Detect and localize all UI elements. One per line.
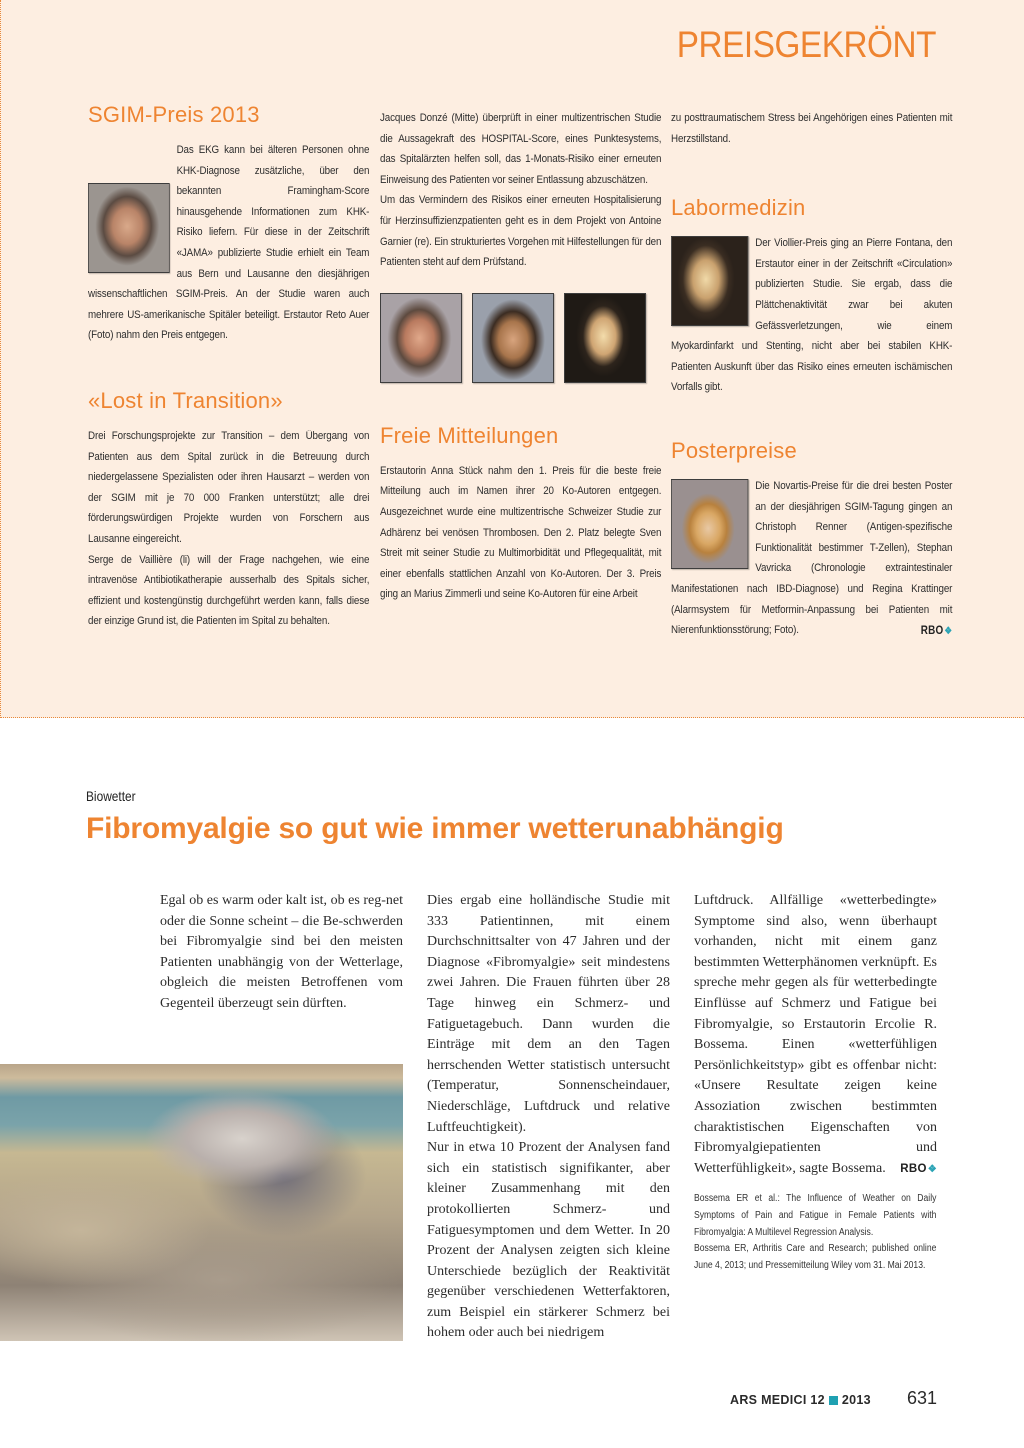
freie-text: Erstautorin Anna Stück nahm den 1. Preis für die beste freie Mitteilung auch im Namen ihrer 20 Ko-Autoren entgegen. Ausgezeichnet wurde eine multizentrische Schweizer Studie zur Adhärenz bei venösen Thrombosen. Den 2. Platz belegte Sven Streit mit seiner Studie zu Multimorbidität und Pflegequalität, mit einer ebenfalls stattlichen Anzahl von Ko-Autoren. Der 3. Preis ging an Marius Zimmerli und seine Ko-Autoren für eine Arbeit — [380, 464, 662, 601]
diamond-icon: ❖ — [944, 625, 953, 637]
brand-square-icon — [829, 1396, 838, 1405]
footer-journal — [730, 1393, 871, 1407]
page-number: 631 — [907, 1388, 938, 1408]
transition-text-2: Serge de Vaillière (li) will der Frage nachgehen, wie eine intravenöse Antibiotikatherapie ausserhalb des Spitals sicher, effizient und kostengünstig durchgeführt werden kann, falls diese der einzige Grund ist, die Patienten im Spital zu behalten. — [88, 553, 370, 628]
transition-text-block — [88, 426, 369, 632]
article-column-1 — [160, 891, 403, 1015]
signature-text: RBO — [920, 624, 944, 637]
photo-pierre-fontana — [671, 236, 748, 326]
section-kicker: PREISGEKRÖNT — [676, 24, 936, 65]
article-title: Fibromyalgie so gut wie immer wetterunabhängig — [86, 812, 784, 845]
reference-1: Bossema ER et al.: The Influence of Weather on Daily Symptoms of Pain and Fatigue in Female Patients with Fibromyalgia: A Multilevel Regression Analysis. — [694, 1192, 937, 1238]
column-3 — [671, 108, 953, 642]
photo-serge-de-vailliere — [380, 293, 462, 383]
references — [694, 1191, 936, 1275]
reference-2: Bossema ER, Arthritis Care and Research; published online June 4, 2013; und Pressemitteilung Wiley vom 31. Mai 2013. — [694, 1243, 937, 1272]
sgim-text: Das EKG kann bei älteren Personen ohne KHK-Diagnose zusätzliche, über den bekannten Framingham-Score hinausgehende Informationen zum KHK-Risiko liefern. Für diese in der Zeitschrift «JAMA» publizierte Studie erhielt ein Team aus Bern und Lausanne den diesjährigen wissenschaftlichen SGIM-Preis. An der Studie waren auch mehrere US-amerikanische Spitäler beteiligt. Erstautor Reto Auer (Foto) nahm den Preis entgegen. — [88, 144, 370, 342]
transition-text-1: Drei Forschungsprojekte zur Transition – dem Übergang von Patienten aus dem Spital zurück in die Betreuung durch niedergelassene Spezialisten oder ihren Hausarzt – werden von der SGIM mit je 70 000 Franken unterstützt; alle drei förderungswürdigen Projekte wurden von Forschern aus Lausanne eingereicht. — [88, 429, 370, 545]
transition-photos — [380, 293, 662, 383]
article-column-2 — [427, 891, 670, 1344]
article-signature-text: RBO — [900, 1163, 927, 1176]
poster-text-block — [671, 476, 952, 641]
article-paragraph-2: Nur in etwa 10 Prozent der Analysen fand sich ein statistisch signifikanter, aber kleiner Zusammenhang mit den protokollierten Schmerz- und Fatiguesymptomen und dem Wetter. In 20 Prozent der Analysen zeigten sich kleine Unterschiede bezüglich der Reaktivität gegenüber verschiedenen Wetterfaktoren, zum Beispiel ein stärkerer Schmerz bei hohem oder auch bei niedrigem — [427, 1140, 670, 1341]
author-signature — [921, 621, 953, 643]
journal-year: 2013 — [841, 1393, 871, 1407]
labor-title: Labormedizin — [671, 195, 806, 221]
diamond-icon: ❖ — [927, 1164, 937, 1176]
photo-clouds — [0, 1064, 403, 1341]
freie-text-continued: zu posttraumatischem Stress bei Angehörigen eines Patienten mit Herzstillstand. — [671, 112, 953, 145]
transition-title: «Lost in Transition» — [88, 387, 283, 413]
poster-title: Posterpreise — [671, 437, 797, 463]
photo-antoine-garnier — [564, 293, 646, 383]
transition-continued-block — [380, 108, 661, 273]
labor-text-block — [671, 233, 952, 398]
poster-text: Die Novartis-Preise für die drei besten Poster an der diesjährigen SGIM-Tagung gingen an Christoph Renner (Antigen-spezifische Funktionalität bestimmer T-Zellen), Stephan Vavricka (Chronologie extraintestinaler Manifestationen nach IBD-Diagnose) und Regina Krattinger (Alarmsystem für Metformin-Anpassung bei Patienten mit Nierenfunktionsstörung; Foto). — [671, 479, 953, 637]
column-2 — [380, 108, 662, 605]
article-paragraph-1: Dies ergab eine holländische Studie mit 333 Patientinnen, mit einem Durchschnittsalter von 47 Jahren und der Diagnose «Fibromyalgie» seit mindestens zwei Jahren. Die Frauen führten über 28 Tage hinweg ein Schmerz- und Fatiguetagebuch. Dann wurden die Einträge mit dem an den Tagen herrschenden Wetter statistisch untersucht (Temperatur, Sonnenscheindauer, Niederschläge, Luftdruck und relative Luftfeuchtigkeit). — [427, 893, 670, 1135]
column-1 — [88, 100, 370, 632]
transition-text-4: Um das Vermindern des Risikos einer erneuten Hospitalisierung für Herzinsuffizienzpatienten geht es in dem Projekt von Antoine Garnier (re). Ein strukturiertes Vorgehen mit Hilfestellungen für den Patienten steht auf dem Prüfstand. — [380, 194, 662, 269]
journal-name: ARS MEDICI 12 — [730, 1393, 825, 1407]
article-lead: Egal ob es warm oder kalt ist, ob es reg-net oder die Sonne scheint – die Be-schwerden bei Fibromyalgie sind bei den meisten Patienten unabhängig von der Wetterlage, obgleich die meisten Betroffenen vom Gegenteil überzeugt sein dürften. — [160, 893, 403, 1011]
article-signature — [900, 1159, 937, 1181]
transition-text-3: Jacques Donzé (Mitte) überprüft in einer multizentrischen Studie die Aussagekraft des HOSPITAL-Score, eines Punktesystems, das Spitalärzten helfen soll, das 1-Monats-Risiko einer erneuten Einweisung des Patienten vor seiner Entlassung abzuschätzen. — [380, 112, 662, 186]
freie-text-block — [380, 461, 661, 605]
article-kicker: Biowetter — [86, 788, 136, 804]
sgim-title: SGIM-Preis 2013 — [88, 102, 260, 127]
award-box — [0, 0, 1024, 718]
freie-title: Freie Mitteilungen — [380, 422, 559, 448]
photo-regina-krattinger — [671, 479, 748, 569]
freie-continued-block — [671, 108, 952, 149]
sgim-text-block — [88, 140, 369, 346]
article-paragraph-3: Luftdruck. Allfällige «wetterbedingte» Symptome sind also, wenn überhaupt vorhanden, nicht mit einem ganz bestimmten Wetterphänomen verknüpft. Es spreche mehr gegen als für wetterbedingte Einflüsse auf Schmerz und Fatigue bei Fibromyalgie, so Erstautorin Ercolie R. Bossema. Einen «wetterfühligen Persönlichkeitstyp» gibt es offenbar nicht: «Unsere Resultate zeigen keine Assoziation zwischen bestimmten charaktistischen Eigenschaften von Fibromyalgiepatienten und Wetterfühligkeit», sagte Bossema. — [694, 893, 937, 1176]
photo-jacques-donze — [472, 293, 554, 383]
labor-text: Der Viollier-Preis ging an Pierre Fontana, den Erstautor einer in der Zeitschrift «Circulation» publizierten Studie. Sie ergab, dass die Plättchenaktivität zwar bei akuten Gefässverletzungen, wie einem Myokardinfarkt und Stenting, nicht aber bei stabilen KHK-Patienten Auskunft über das Risiko eines erneuten ischämischen Vorfalls gibt. — [671, 237, 953, 394]
article-column-3 — [694, 891, 937, 1275]
photo-reto-auer — [88, 183, 170, 273]
